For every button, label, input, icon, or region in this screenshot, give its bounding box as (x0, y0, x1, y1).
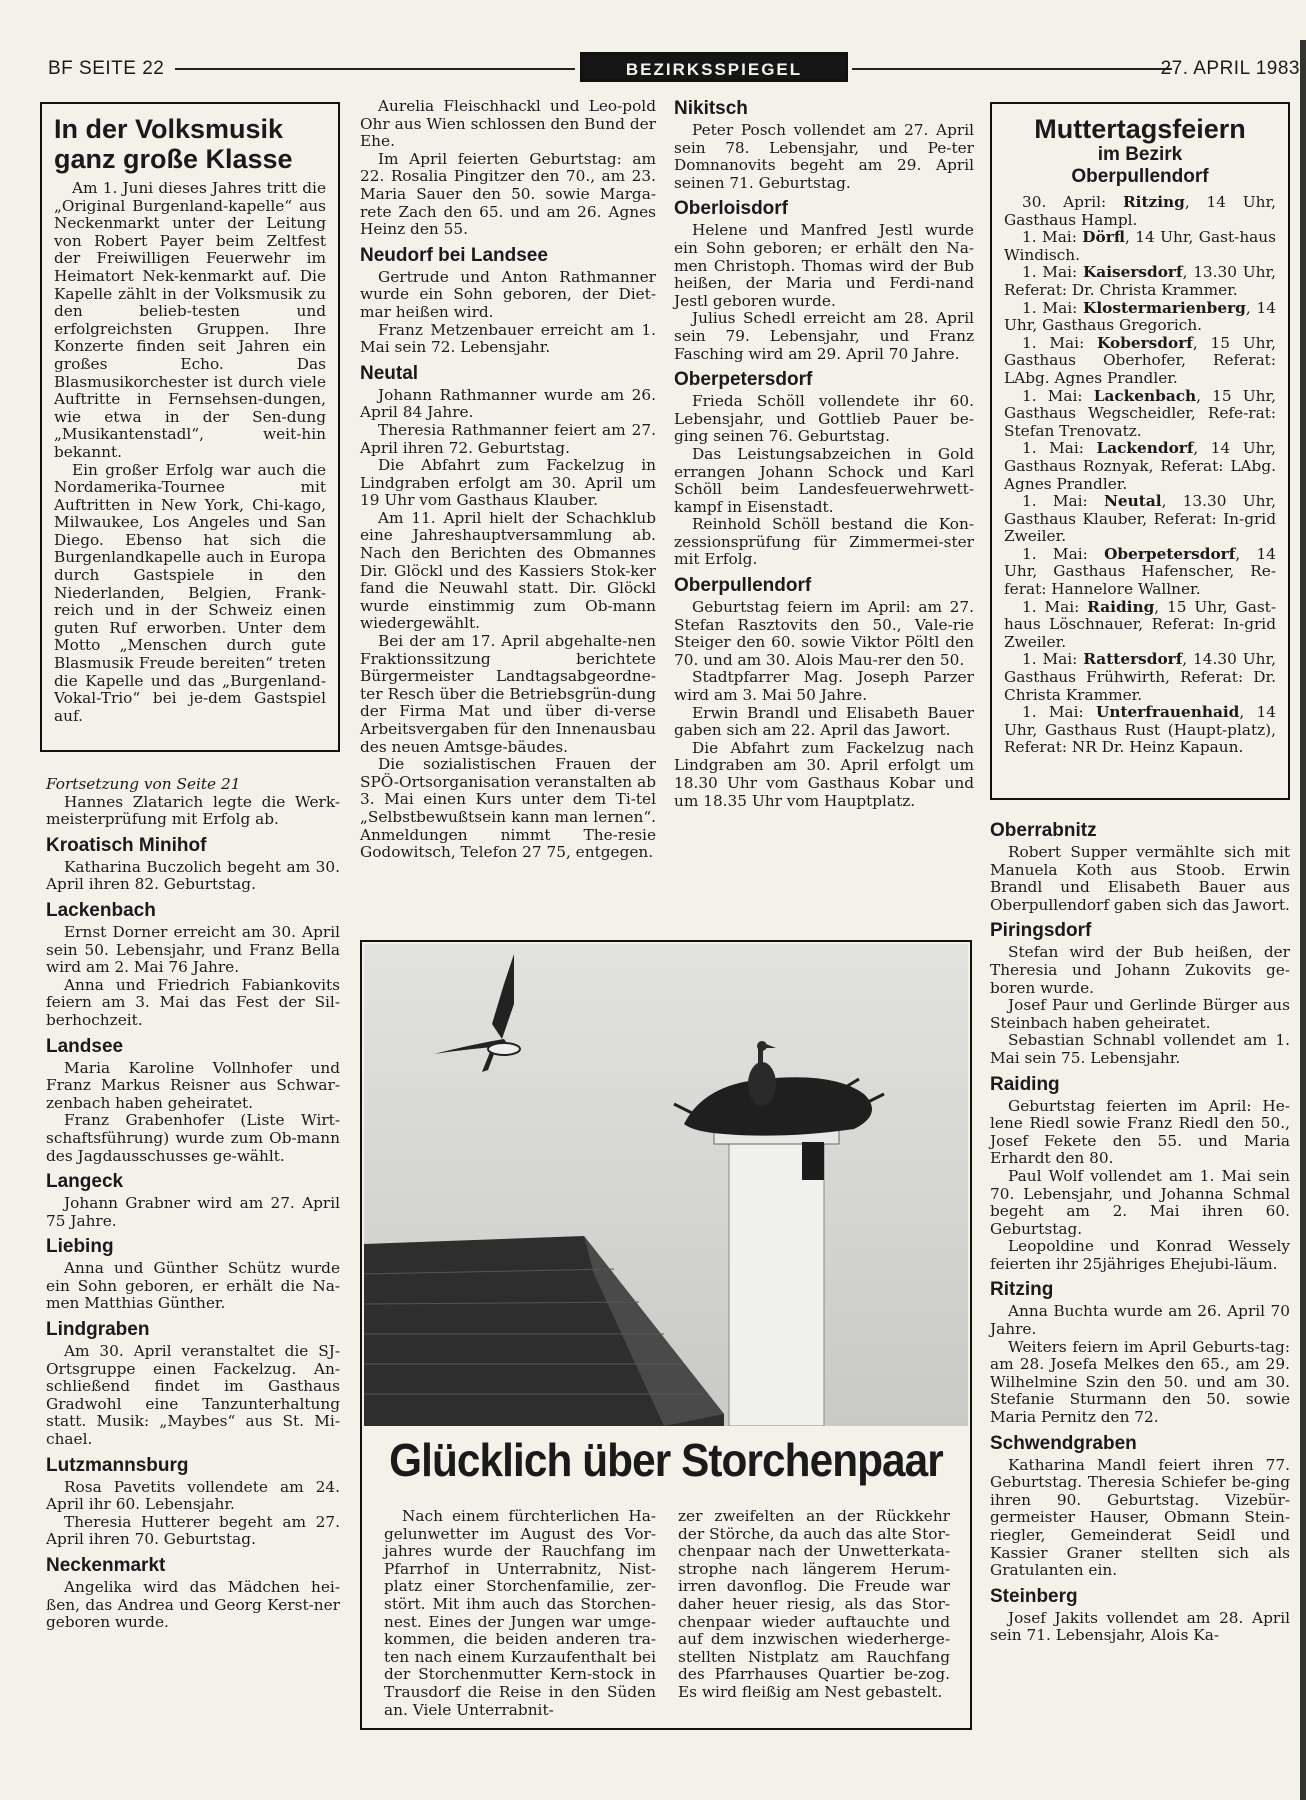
muttertag-item (1004, 493, 1276, 546)
article-paragraph: Johann Grabner wird am 27. April 75 Jahre. (46, 1194, 340, 1230)
locality-heading: Lutzmannsburg (46, 1454, 189, 1476)
article-paragraph: Stadtpfarrer Mag. Joseph Parzer wird am 3. Mai 50 Jahre. (674, 668, 974, 705)
article-paragraph: Reinhold Schöll bestand die Kon-zessionsprüfung für Zimmermei-ster mit Erfolg. (674, 515, 974, 569)
locality-heading: Langeck (46, 1171, 124, 1193)
article-paragraph: Julius Schedl erreicht am 28. April sein 79. Lebensjahr, und Franz Fasching wird am 29. April 70 Jahre. (674, 309, 974, 363)
muttertag-item (1004, 388, 1276, 441)
column-1 (46, 768, 340, 1632)
header-rule-right (852, 68, 1172, 70)
locality-heading: Landsee (46, 1035, 124, 1057)
muttertag-item (1004, 194, 1276, 229)
article-paragraph: Erwin Brandl und Elisabeth Bauer gaben sich am 22. April das Jawort. (674, 703, 974, 740)
article-paragraph: Frieda Schöll vollendete ihr 60. Lebensjahr, und Gottlieb Pauer be-ging seinen 76. Geburtstag. (674, 392, 974, 446)
muttertag-item (1004, 264, 1276, 299)
article-paragraph: Angelika wird das Mädchen hei-ßen, das Andrea und Georg Kerst-ner geboren wurde. (46, 1578, 340, 1632)
story-column-left (384, 1508, 656, 1719)
locality-heading: Oberpullendorf (674, 575, 812, 597)
article-paragraph: Aurelia Fleischhackl und Leo-pold Ohr aus Wien schlossen den Bund der Ehe. (360, 97, 656, 151)
locality-heading: Lindgraben (46, 1319, 150, 1341)
article-paragraph: Weiters feiern im April Geburts-tag: am 28. Josefa Melkes den 65., am 29. Wilhelmine Szin den 50. und am 30. Stefanie Sturmann den 50. sowie Maria Pernitz den 72. (990, 1337, 1290, 1427)
muttertag-place: Kobersdorf (1097, 333, 1193, 352)
article-title: In der Volksmusik ganz große Klasse (54, 114, 293, 174)
article-paragraph: Am 30. April veranstaltet die SJ-Ortsgruppe einen Fackelzug. An-schließend findet im Gasthaus Gradwohl eine Tanzunterhaltung statt. Musik: „Maybes“ aus St. Mi-chael. (46, 1342, 340, 1449)
muttertag-details: , 15 Uhr, Gasthaus Wegscheidler, Refe-rat: Stefan Trenovatz. (1004, 386, 1276, 440)
muttertag-date: 1. Mai: (1022, 439, 1097, 458)
article-paragraph: Franz Grabenhofer (Liste Wirt-schaftsführung) wurde zum Ob-mann des Jagdausschusses ge-wählt. (46, 1111, 340, 1165)
article-paragraph: Anna Buchta wurde am 26. April 70 Jahre. (990, 1302, 1290, 1339)
article-paragraph: Johann Rathmanner wurde am 26. April 84 Jahre. (360, 385, 656, 422)
locality-heading: Nikitsch (674, 98, 748, 119)
muttertag-details: , 14 Uhr, Gasthaus Gregorich. (1004, 298, 1276, 335)
stork-photo-illustration (364, 944, 968, 1426)
muttertag-details: , 14.30 Uhr, Gasthaus Frühwirth, Referat: Dr. Christa Krammer. (1004, 650, 1276, 704)
muttertag-item (1004, 651, 1276, 704)
muttertag-item (1004, 440, 1276, 493)
locality-heading: Liebing (46, 1236, 114, 1258)
muttertag-place: Rattersdorf (1083, 650, 1183, 669)
article-paragraph: Hannes Zlatarich legte die Werk-meisterprüfung mit Erfolg ab. (46, 792, 340, 829)
article-paragraph: Am 1. Juni dieses Jahres tritt die „Original Burgenland-kapelle“ aus Neckenmarkt unter der Leitung von Robert Payer beim Zeltfest der Freiwilligen Feuerwehr im Heimatort Nek-kenmarkt auf. Die Kapelle zählt in der Volksmusik zu den belieb-testen und erfolgreichsten Gruppen. Ihre Konzerte finden seit Jahren ein großes Echo. Das Blasmusikorchester ist durch viele Auftritte in Fernsehsen-dungen, wie etwa in der Sen-dung „Musikantenstadl“, weit-hin bekannt. (54, 179, 326, 461)
muttertag-place: Lackendorf (1096, 439, 1194, 458)
page-edge-shadow (1300, 40, 1306, 1800)
muttertag-date: 1. Mai: (1022, 298, 1084, 317)
article-paragraph: zer zweifelten an der Rückkehr der Störche, da auch das alte Stor-chenpaar nach der Unwetterkata-strophe nach längerem Herum-irren davonflog. Die Freude war daher heuer riesig, als das Stor-chenpaar wieder auftauchte und auf dem inzwischen wiederherge-stellten Nistplatz am Rauchfang des Pfarrhauses Quartier be-zog. Es wird fleißig am Nest gebastelt. (678, 1507, 950, 1701)
article-paragraph: Ernst Dorner erreicht am 30. April sein 50. Lebensjahr, und Franz Bella wird am 2. Mai 76 Jahre. (46, 922, 340, 977)
issue-date: 27. APRIL 1983 (1160, 58, 1300, 79)
page-header (40, 52, 1300, 86)
article-paragraph: Bei der am 17. April abgehalte-nen Fraktionssitzung berichtete Bürgermeister Landtagsabgeordne-ter Resch über die Betriebsgrün-dung der Firma Mat und über di-verse Arbeitsvergaben für den Innenausbau des neuen Amtsge-bäudes. (360, 632, 656, 756)
muttertag-list (1004, 194, 1276, 757)
muttertag-place: Lackenbach (1093, 386, 1197, 405)
article-paragraph: Helene und Manfred Jestl wurde ein Sohn geboren; er erhält den Na-men Christoph. Thomas wird der Bub heißen, der Maria und Ferdi-nand Jestl geboren wurde. (674, 221, 974, 310)
muttertag-details: , 14 Uhr, Gasthaus Hampl. (1004, 193, 1276, 229)
article-paragraph: Robert Supper vermählte sich mit Manuela Koth aus Stoob. Erwin Brandl und Elisabeth Bauer aus Oberpullendorf gaben sich das Jawort. (990, 843, 1290, 914)
muttertag-date: 1. Mai: (1022, 263, 1083, 282)
article-paragraph: Geburtstag feiern im April: am 27. Stefan Rasztovits den 50., Vale-rie Steiger den 60. sowie Viktor Pöltl den 70. und am 30. Alois Mau-rer den 50. (674, 598, 974, 669)
locality-heading: Oberpetersdorf (674, 369, 813, 391)
article-paragraph: Stefan wird der Bub heißen, der Theresia und Johann Zukovits ge-boren wurde. (990, 943, 1290, 997)
article-paragraph: Franz Metzenbauer erreicht am 1. Mai sein 72. Lebensjahr. (360, 320, 656, 357)
article-paragraph: Sebastian Schnabl vollendet am 1. Mai sein 75. Lebensjahr. (990, 1031, 1290, 1067)
header-rule-left (175, 68, 575, 70)
muttertag-date: 1. Mai: (1022, 650, 1084, 669)
muttertag-subtitle: im Bezirk (1097, 144, 1183, 165)
muttertag-place: Neutal (1103, 492, 1162, 511)
muttertag-subtitle: Oberpullendorf (1071, 166, 1209, 187)
muttertag-details: , 15 Uhr, Gasthaus Oberhofer, Referat: LAbg. Agnes Prandler. (1004, 333, 1277, 387)
article-paragraph: Nach einem fürchterlichen Ha-gelunwetter im August des Vor-jahres wurde der Rauchfang im Pfarrhof in Unterrabnitz, Nist-platz einer Storchenfamilie, zer-stört. Mit ihm auch das Storchen-nest. Eines der Jungen war umge-kommen, die beiden anderen tra-ten nach einem Kurzaufenthalt bei der Storchenmutter Kern-stock in Trausdorf die Reise in den Süden an. Viele Unterrabnit- (384, 1507, 656, 1719)
locality-heading: Oberrabnitz (990, 820, 1097, 841)
page-number: BF SEITE 22 (48, 58, 165, 79)
locality-heading: Neudorf bei Landsee (360, 244, 548, 266)
continuation-note: Fortsetzung von Seite 21 (46, 775, 241, 793)
muttertag-date: 1. Mai: (1022, 597, 1088, 616)
section-title: BEZIRKSSPIEGEL (580, 52, 848, 82)
article-paragraph: Gertrude und Anton Rathmanner wurde ein Sohn geboren, der Diet-mar heißen wird. (360, 267, 656, 321)
article-paragraph: Geburtstag feierten im April: He-lene Riedl sowie Franz Riedl den 50., Josef Fekete den 55. und Maria Erhardt den 80. (990, 1096, 1290, 1168)
locality-heading: Ritzing (990, 1279, 1054, 1301)
muttertag-place: Unterfrauenhaid (1095, 703, 1240, 722)
column-2 (360, 98, 656, 862)
muttertag-place: Raiding (1087, 597, 1155, 616)
column-4 (990, 820, 1290, 1645)
muttertag-date: 1. Mai: (1022, 228, 1083, 247)
locality-heading: Schwendgraben (990, 1432, 1137, 1454)
article-paragraph: Rosa Pavetits vollendete am 24. April ihr 60. Lebensjahr. (46, 1477, 340, 1514)
article-paragraph: Anna und Günther Schütz wurde ein Sohn geboren, er erhält die Na-men Matthias Günther. (46, 1259, 340, 1313)
muttertag-date: 1. Mai: (1022, 544, 1105, 563)
muttertag-item (1004, 599, 1276, 652)
muttertag-details: , 13.30 Uhr, Gasthaus Klauber, Referat: In-grid Zweiler. (1004, 492, 1276, 546)
story-headline: Glücklich über Storchenpaar (389, 1434, 943, 1486)
muttertag-item (1004, 229, 1276, 264)
muttertag-details: , 14 Uhr, Gast-haus Windisch. (1004, 228, 1276, 264)
locality-heading: Neutal (360, 362, 419, 384)
muttertag-date: 1. Mai: (1022, 703, 1096, 722)
chimney-vent (802, 1142, 824, 1180)
muttertag-details: , 15 Uhr, Gast-haus Löschnauer, Referat: In-grid Zweiler. (1004, 597, 1276, 651)
article-paragraph: Am 11. April hielt der Schachklub eine Jahreshauptversammlung ab. Nach den Berichten des Obmannes Dir. Glöckl und des Kassiers Stok-ker fand die Neuwahl statt. Dir. Glöckl wurde einstimmig zum Ob-mann wiedergewählt. (360, 508, 656, 633)
stork-photo (364, 944, 968, 1426)
muttertag-item (1004, 704, 1276, 757)
muttertag-date: 1. Mai: (1022, 333, 1098, 352)
column-3 (674, 98, 974, 810)
muttertag-place: Ritzing (1122, 193, 1185, 211)
locality-heading: Kroatisch Minihof (46, 834, 207, 856)
article-paragraph: Theresia Rathmanner feiert am 27. April ihren 72. Geburtstag. (360, 420, 656, 457)
article-paragraph: Leopoldine und Konrad Wessely feierten ihr 25jähriges Ehejubi-läum. (990, 1237, 1290, 1273)
article-paragraph: Im April feierten Geburtstag: am 22. Rosalia Pingitzer den 70., am 23. Maria Sauer den 50. sowie Marga-rete Zach den 65. und am 26. Agnes Heinz den 55. (360, 149, 656, 239)
muttertag-title: Muttertagsfeiern (1034, 114, 1246, 144)
muttertag-item (1004, 300, 1276, 335)
muttertag-item (1004, 335, 1276, 388)
article-volksmusik (40, 102, 340, 752)
article-paragraph: Peter Posch vollendet am 27. April sein 78. Lebensjahr, und Pe-ter Domnanovits begeht am 29. April seinen 71. Geburtstag. (674, 121, 974, 192)
article-paragraph: Die sozialistischen Frauen der SPÖ-Ortsorganisation veranstalten ab 3. Mai einen Kurs unter dem Ti-tel „Selbstbewußtsein kann man lernen“. Anmeldungen nimmt The-resie Godowitsch, Telefon 27 75, entgegen. (360, 755, 656, 862)
story-column-right (678, 1508, 950, 1702)
article-paragraph: Das Leistungsabzeichen in Gold errangen Johann Schock und Karl Schöll beim Landesfeuerwehrwett-kampf in Eisenstadt. (674, 444, 974, 516)
article-paragraph: Katharina Buczolich begeht am 30. April ihren 82. Geburtstag. (46, 857, 340, 894)
muttertag-details: , 14 Uhr, Gasthaus Roznyak, Referat: LAbg. Agnes Prandler. (1004, 439, 1276, 493)
muttertag-date: 30. April: (1022, 193, 1123, 211)
article-paragraph: Maria Karoline Vollnhofer und Franz Markus Reisner aus Schwar-zenbach haben geheiratet. (46, 1058, 340, 1112)
muttertag-details: , 14 Uhr, Gasthaus Rust (Haupt-platz), Referat: NR Dr. Heinz Kapaun. (1004, 703, 1276, 757)
muttertag-date: 1. Mai: (1022, 386, 1094, 405)
locality-heading: Steinberg (990, 1585, 1078, 1607)
muttertag-details: , 13.30 Uhr, Referat: Dr. Christa Krammer. (1004, 263, 1276, 299)
locality-heading: Neckenmarkt (46, 1555, 166, 1576)
muttertag-place: Kaisersdorf (1082, 263, 1183, 282)
locality-heading: Piringsdorf (990, 920, 1092, 942)
muttertag-place: Klostermarienberg (1083, 298, 1246, 317)
article-paragraph: Josef Paur und Gerlinde Bürger aus Steinbach haben geheiratet. (990, 996, 1290, 1032)
article-paragraph: Die Abfahrt zum Fackelzug nach Lindgraben am 30. April erfolgt um 18.30 Uhr vom Gasthaus Kobar und um 18.35 Uhr vom Hauptplatz. (674, 738, 974, 810)
muttertag-box (990, 102, 1290, 800)
stork-story (360, 940, 972, 1730)
locality-heading: Raiding (990, 1073, 1060, 1095)
muttertag-place: Oberpetersdorf (1104, 544, 1236, 563)
article-paragraph: Theresia Hutterer begeht am 27. April ihren 70. Geburtstag. (46, 1512, 340, 1549)
locality-heading: Lackenbach (46, 899, 156, 921)
locality-heading: Oberloisdorf (674, 198, 789, 220)
muttertag-details: , 14 Uhr, Gasthaus Hafenscher, Re-ferat: Hannelore Wallner. (1004, 544, 1276, 599)
muttertag-item (1004, 546, 1276, 599)
article-paragraph: Katharina Mandl feiert ihren 77. Geburtstag. Theresia Schiefer be-ging ihren 90. Geburtstag. Vizebür-germeister Hauser, Obmann Stein-riegler, Gemeinderat Seidl und Kassier Graner stellten sich als Gratulanten ein. (990, 1455, 1290, 1580)
muttertag-date: 1. Mai: (1022, 492, 1104, 511)
article-paragraph: Ein großer Erfolg war auch die Nordamerika-Tournee mit Auftritten in New York, Chi-kago, Milwaukee, Los Angeles und San Diego. Ebenso hat sich die Burgenlandkapelle auch in Europa durch Gastspiele in den Niederlanden, Belgien, Frank-reich und in der Schweiz einen guten Ruf erworben. Unter dem Motto „Menschen durch gute Blasmusik Freude bereiten“ treten die Kapelle und das „Burgenland-Vokal-Trio“ bei je-dem Gastspiel auf. (54, 460, 326, 725)
article-paragraph: Anna und Friedrich Fabiankovits feiern am 3. Mai das Fest der Sil-berhochzeit. (46, 975, 340, 1029)
article-paragraph: Paul Wolf vollendet am 1. Mai sein 70. Lebensjahr, und Johanna Schmal begeht am 2. Mai ihren 60. Geburtstag. (990, 1166, 1290, 1238)
article-paragraph: Die Abfahrt zum Fackelzug in Lindgraben erfolgt am 30. April um 19 Uhr vom Gasthaus Klauber. (360, 456, 656, 510)
muttertag-place: Dörfl (1082, 228, 1125, 247)
article-paragraph: Josef Jakits vollendet am 28. April sein 71. Lebensjahr, Alois Ka- (990, 1608, 1290, 1645)
